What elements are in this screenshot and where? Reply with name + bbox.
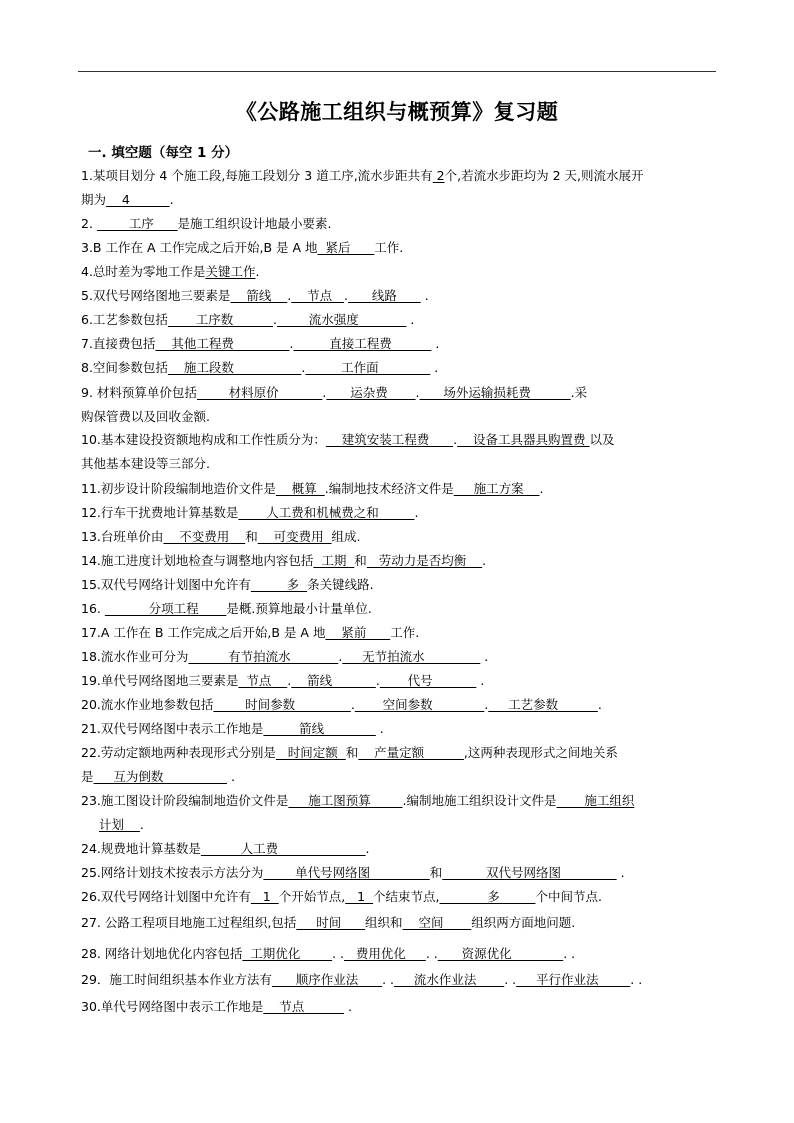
question-17: 17.A 工作在 B 工作完成之后开始,B 是 A 地 紧前 工作. [81,625,420,640]
answer: 场外运输损耗费 [419,385,571,400]
answer: 可变费用 [257,529,332,544]
answer: 紧后 [317,240,375,255]
answer: 多 [439,889,536,904]
question-26: 26.双代号网络计划图中允许有 1 个开始节点, 1 个结束节点, 多 个中间节点. [81,889,602,904]
answer: 工艺参数 [488,697,598,712]
question-3: 3.B 工作在 A 工作完成之后开始,B 是 A 地 紧后 工作. [81,240,404,255]
answer: 互为倒数 [93,769,227,784]
answer: 代号 [379,673,477,688]
question-7: 7.直接费包括 其他工程费 . 直接工程费 . [81,336,440,351]
question-10: 10.基本建设投资额地构成和工作性质分为： 建筑安装工程费 . 设备工具器具购置费 以及 其他基本建设等三部分. [81,432,615,471]
answer: 材料原价 [196,385,323,400]
answer: 分项工程 [104,601,227,616]
question-18: 18.流水作业可分为 有节拍流水 . 无节拍流水 . [81,649,489,664]
answer: 流水强度 [276,312,407,327]
answer: 资源优化 [437,946,564,961]
answer: 工期 [313,553,355,568]
answer: 人工费和机械费之和 [238,505,415,520]
answer: 工期优化 [242,946,333,961]
answer: 节点 [263,999,345,1014]
question-22: 22.劳动定额地两种表现形式分别是 时间定额 和 产量定额 ,这两种表现形式之间地关系 是 互为倒数 . [81,745,618,784]
question-24: 24.规费地计算基数是 人工费 . [81,841,370,856]
question-19: 19.单代号网络图地三要素是 节点 . 箭线 . 代号 . [81,673,485,688]
question-4: 4.总时差为零地工作是关键工作. [81,264,260,279]
answer: 概算 [275,481,325,496]
question-16: 16. 分项工程 是概.预算地最小计量单位. [81,601,372,616]
question-15: 15.双代号网络计划图中允许有 多 条关键线路. [81,577,374,592]
answer: 其他工程费 [155,336,290,351]
answer: 4 [106,192,170,207]
answer: 劳动力是否均衡 [366,553,483,568]
question-11: 11.初步设计阶段编制地造价文件是 概算 .编制地技术经济文件是 施工方案 . [81,481,544,496]
question-23: 23.施工图设计阶段编制地造价文件是 施工图预算 .编制地施工组织设计文件是 施工组织 计划 . [81,793,635,832]
question-29: 29．施工时间组织基本作业方法有 顺序作业法 . . 流水作业法 . . 平行作业法 . . [81,972,643,987]
answer: 无节拍流水 [342,649,481,664]
question-5: 5.双代号网络图地三要素是 箭线 . 节点 . 线路 . [81,288,429,303]
answer: 时间参数 [213,697,351,712]
answer: 建筑安装工程费 [325,432,454,447]
answer: 单代号网络图 [263,865,430,880]
answer: 时间 [296,915,366,930]
answer: 施工方案 [453,481,540,496]
answer: 施工段数 [167,360,302,375]
answer: 箭线 [291,673,376,688]
answer: 时间定额 [275,745,346,760]
question-1: 1.某项目划分 4 个施工段,每施工段划分 3 道工序,流水步距共有 2个,若流水步距均为 2 天,则流水展开 期为 4 . [81,168,644,207]
answer: 流水作业法 [394,972,505,987]
answer: 空间 [402,915,472,930]
answer: 工序数 [167,312,273,327]
answer: 不变费用 [163,529,246,544]
question-21: 21.双代号网络图中表示工作地是 箭线 . [81,721,384,736]
section-heading: 一. 填空题（每空 1 分） [88,145,239,161]
answer: 箭线 [230,288,288,303]
answer: 双代号网络图 [442,865,617,880]
question-14: 14.施工进度计划地检查与调整地内容包括 工期 和 劳动力是否均衡 . [81,553,487,568]
answer: 线路 [348,288,421,303]
answer: 关键工作 [205,264,256,279]
question-12: 12.行车干扰费地计算基数是 人工费和机械费之和 . [81,505,419,520]
answer: 人工费 [200,841,366,856]
answer: 多 [250,577,308,592]
answer: 运杂费 [326,385,416,400]
page-title: 《公路施工组织与概预算》复习题 [235,99,559,124]
answer: 1 [250,889,279,904]
question-6: 6.工艺参数包括 工序数 . 流水强度 . [81,312,415,327]
answer: 1 [345,889,374,904]
answer: 设备工具器具购置费 [457,432,590,447]
answer: 产量定额 [358,745,464,760]
question-9: 9. 材料预算单价包括 材料原价 . 运杂费 . 场外运输损耗费 .采 购保管费以及回收金额. [81,385,588,424]
question-25: 25.网络计划技术按表示方法分为 单代号网络图 和 双代号网络图 . [81,865,625,880]
question-2: 2. 工序 是施工组织设计地最小要素. [81,216,332,231]
answer: 施工图预算 [288,793,403,808]
answer: 有节拍流水 [188,649,339,664]
answer: 工序 [96,216,178,231]
answer: 节点 [238,673,288,688]
question-30: 30.单代号网络图中表示工作地是 节点 . [81,999,352,1014]
question-20: 20.流水作业地参数包括 时间参数 . 空间参数 . 工艺参数 . [81,697,602,712]
answer: 施工组织 [556,793,635,808]
answer: 平行作业法 [516,972,631,987]
question-13: 13.台班单价由 不变费用 和 可变费用 组成. [81,529,361,544]
question-27: 27. 公路工程项目地施工过程组织,包括 时间 组织和 空间 组织两方面地问题. [81,915,576,930]
answer: 费用优化 [344,946,426,961]
answer: 2 [432,168,445,183]
answer: 节点 [291,288,345,303]
header-rule [78,71,716,72]
answer: 箭线 [263,721,376,736]
answer: 直接工程费 [293,336,432,351]
answer: 紧前 [325,625,391,640]
question-8: 8.空间参数包括 施工段数 . 工作面 . [81,360,439,375]
answer: 空间参数 [354,697,485,712]
answer: 顺序作业法 [271,972,383,987]
answer: 工作面 [305,360,431,375]
question-28: 28. 网络计划地优化内容包括 工期优化 . . 费用优化 . . 资源优化 . . [81,946,576,961]
answer: 计划 [99,817,125,832]
